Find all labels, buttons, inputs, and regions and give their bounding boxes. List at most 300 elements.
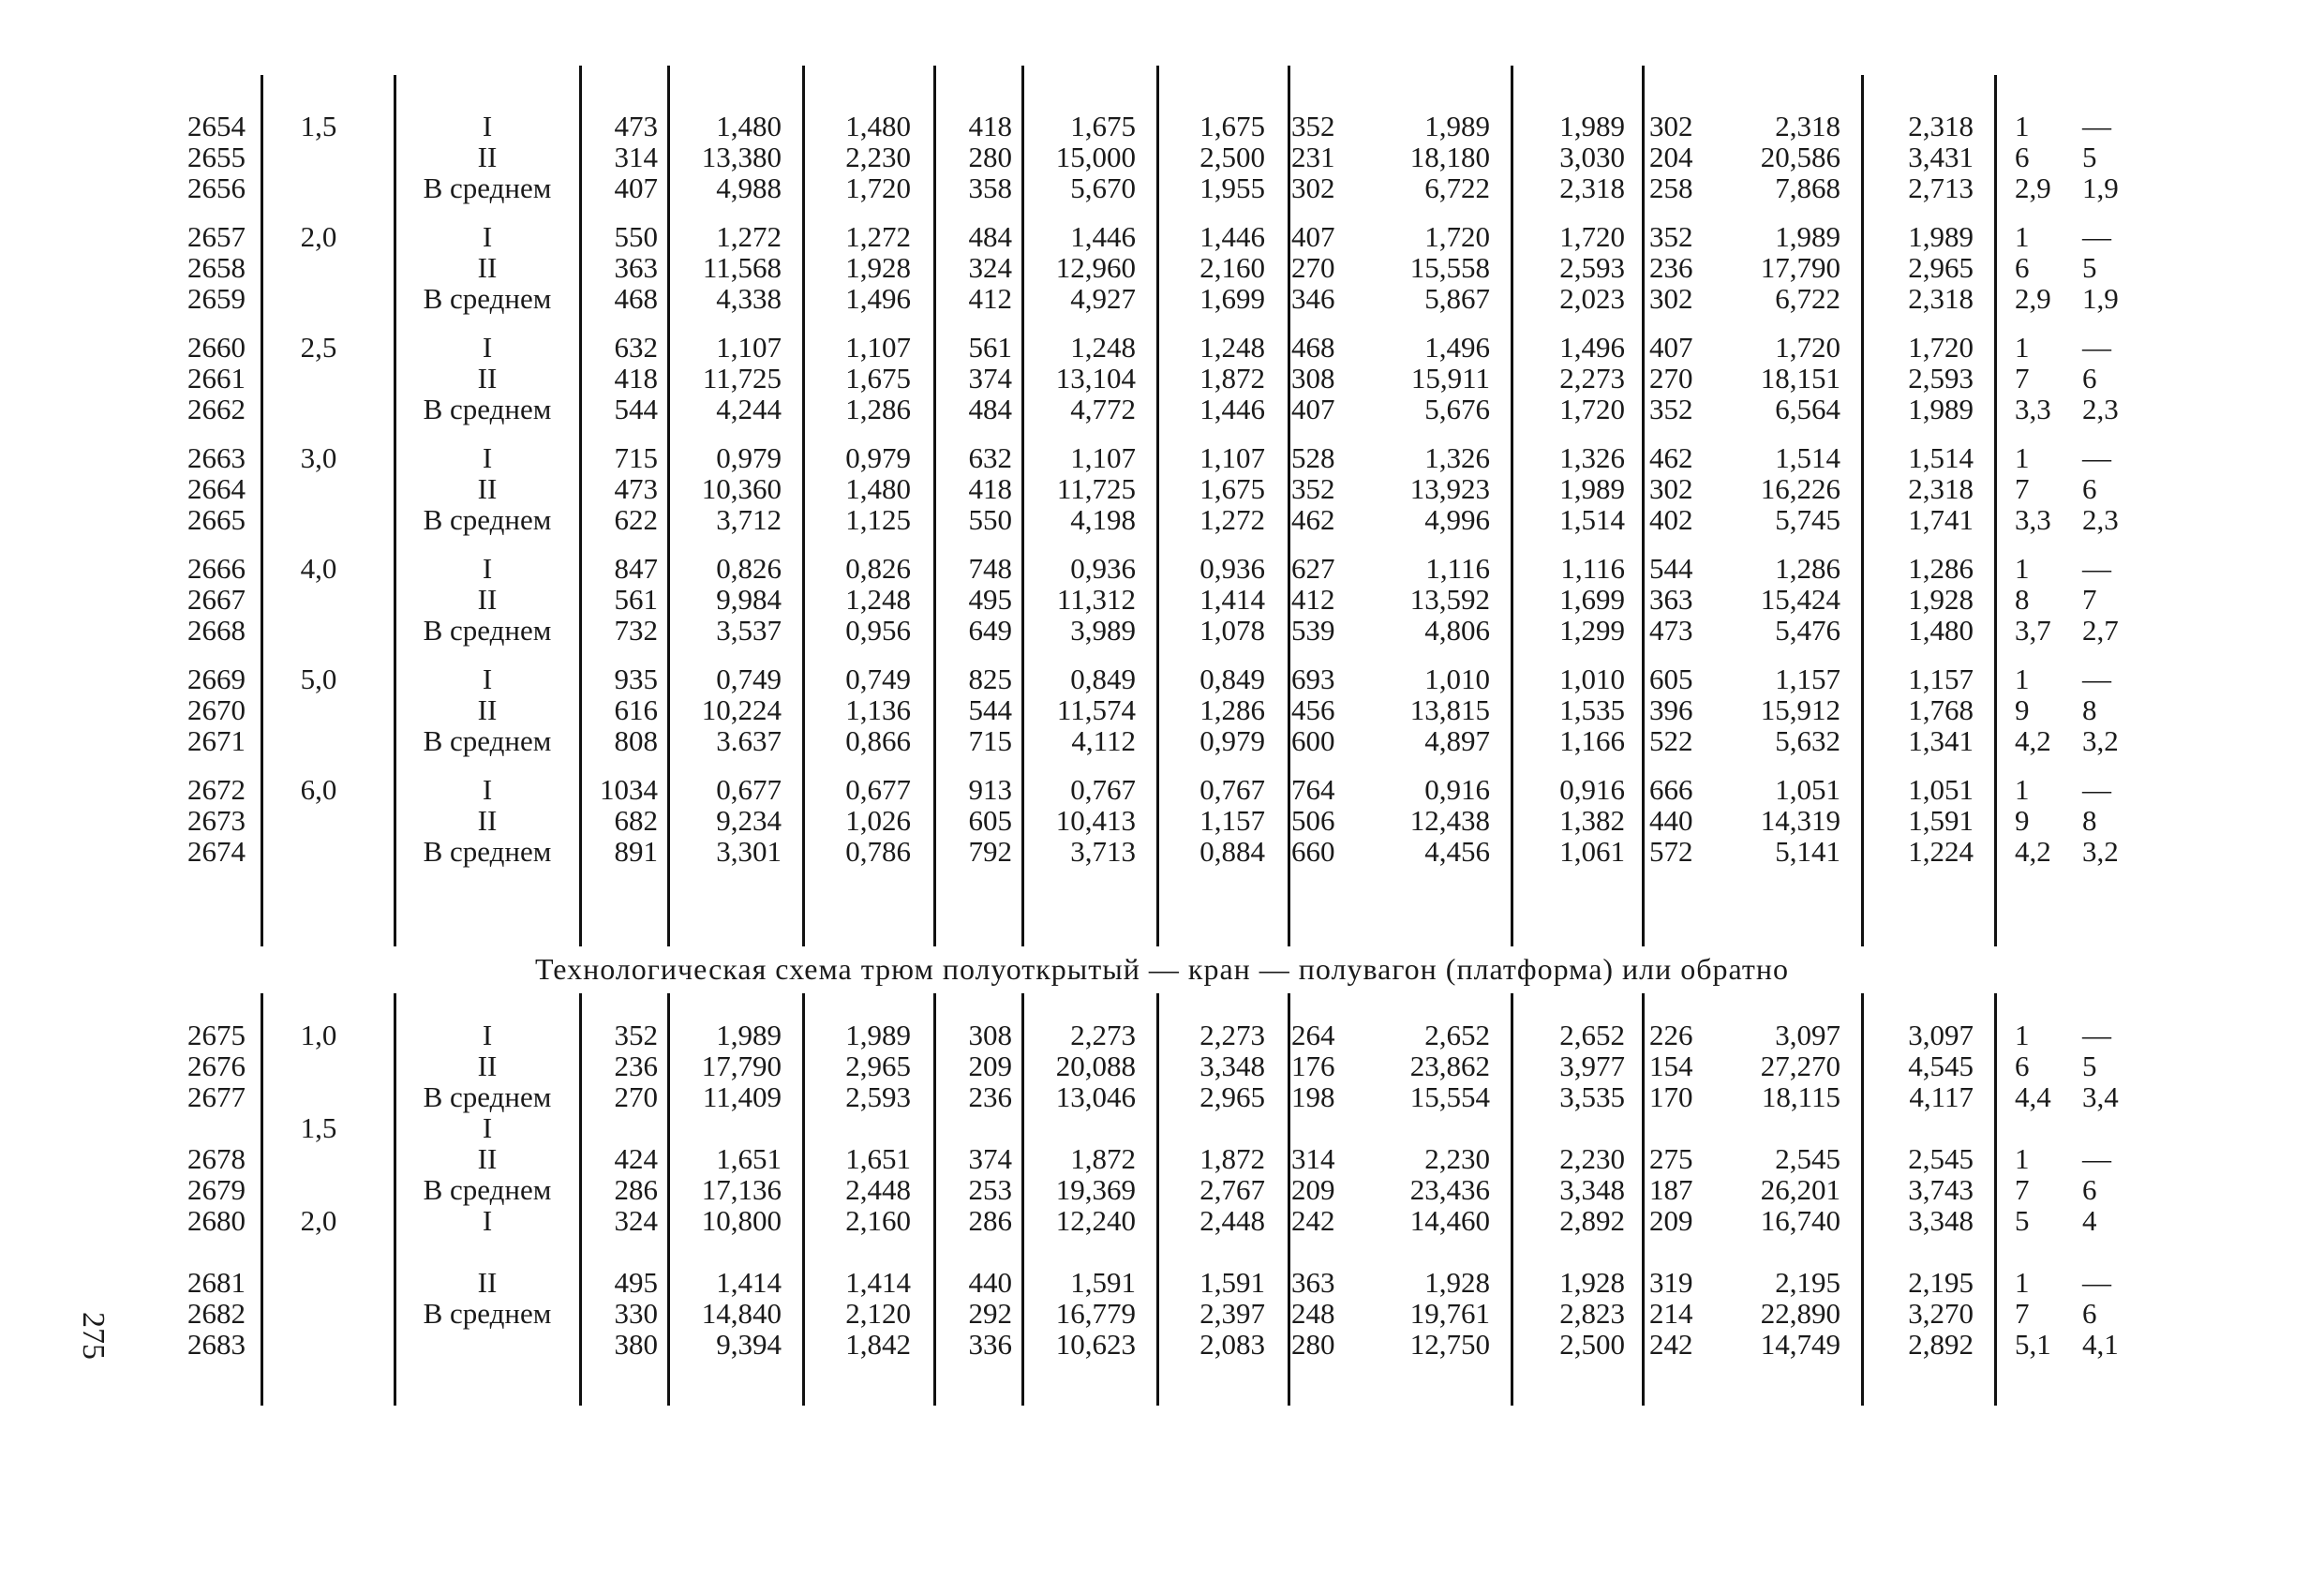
cell-c6: [1160, 442, 1265, 535]
cell-line: 732: [614, 614, 658, 647]
cell-line: 1,675: [1199, 472, 1265, 505]
cell-line: 7: [2015, 362, 2030, 395]
cell-c5: [1025, 442, 1136, 535]
cell-c13: [2015, 442, 2080, 535]
cell-line: 2,397: [1199, 1297, 1265, 1330]
cell-line: 10,800: [701, 1204, 782, 1237]
cell-line: 1,535: [1559, 693, 1625, 726]
cell-line: 0,849: [1199, 663, 1265, 695]
cell-line: 424: [614, 1142, 658, 1175]
cell-line: [671, 1236, 782, 1267]
cell-line: В среднем: [423, 1297, 552, 1330]
cell-line: [281, 1081, 356, 1112]
cell-c5: [1025, 1020, 1136, 1360]
cell-param: [281, 663, 356, 694]
cell-line: 23,436: [1409, 1173, 1490, 1206]
cell-line: [1865, 1236, 1974, 1267]
cell-line: [1514, 1236, 1625, 1267]
cell-line: 550: [968, 503, 1012, 536]
cell-line: 1,768: [1908, 693, 1974, 726]
cell-c4: [937, 111, 1012, 203]
cell-line: 1,741: [1908, 503, 1974, 536]
cell-line: 209: [968, 1050, 1012, 1082]
cell-line: [2015, 1112, 2080, 1143]
cell-c10: [1649, 553, 1702, 646]
cell-c2: [671, 442, 782, 535]
cell-line: 4,2: [2015, 835, 2051, 868]
cell-line: 2,230: [1559, 1142, 1625, 1175]
cell-line: 1,989: [1559, 110, 1625, 142]
cell-line: 3,712: [716, 503, 782, 536]
cell-line: 792: [968, 835, 1012, 868]
cell-c11: [1724, 553, 1840, 646]
cell-line: 9,984: [716, 583, 782, 616]
cell-c2: [671, 332, 782, 424]
cell-line: 19,761: [1409, 1297, 1490, 1330]
cell-line: 7,868: [1775, 171, 1840, 204]
cell-line: 2,500: [1559, 1328, 1625, 1361]
cell-line: 561: [968, 331, 1012, 364]
cell-line: 0,749: [716, 663, 782, 695]
cell-c12: [1865, 332, 1974, 424]
cell-line: 2,500: [1199, 141, 1265, 173]
cell-line: 649: [968, 614, 1012, 647]
cell-line: 1,382: [1559, 804, 1625, 837]
cell-line: I: [482, 1111, 493, 1144]
cell-line: 2,318: [1908, 110, 1974, 142]
cell-line: 1,248: [1199, 331, 1265, 364]
cell-line: 3,2: [2082, 724, 2119, 757]
cell-line: 1,026: [845, 804, 911, 837]
cell-kind: [403, 663, 572, 756]
cell-line: В среднем: [423, 724, 552, 757]
cell-ids: [141, 1020, 246, 1360]
cell-line: 2671: [187, 724, 246, 757]
cell-kind: [403, 442, 572, 535]
cell-line: II: [477, 362, 498, 395]
cell-line: 363: [614, 251, 658, 284]
cell-ids: [141, 221, 246, 314]
cell-line: 280: [968, 141, 1012, 173]
cell-line: 2672: [187, 773, 246, 806]
cell-line: 682: [614, 804, 658, 837]
cell-c1: [583, 1020, 658, 1360]
cell-line: [1291, 1236, 1351, 1267]
cell-line: 9: [2015, 693, 2030, 726]
cell-line: 0,786: [845, 835, 911, 868]
cell-line: 3,743: [1908, 1173, 1974, 1206]
cell-c10: [1649, 774, 1702, 867]
cell-line: II: [477, 472, 498, 505]
cell-line: 1,675: [845, 362, 911, 395]
cell-line: 286: [968, 1204, 1012, 1237]
cell-line: [1025, 1112, 1136, 1143]
cell-line: 407: [614, 171, 658, 204]
cell-line: 2,965: [1199, 1080, 1265, 1113]
cell-line: 2,230: [1424, 1142, 1490, 1175]
cell-line: 16,740: [1760, 1204, 1840, 1237]
cell-line: 627: [1291, 552, 1335, 585]
cell-line: 0,979: [716, 441, 782, 474]
cell-line: 0,749: [845, 663, 911, 695]
cell-line: 16,779: [1055, 1297, 1136, 1330]
cell-line: 473: [614, 472, 658, 505]
cell-line: 666: [1649, 773, 1693, 806]
cell-c3: [806, 332, 911, 424]
cell-line: 5: [2082, 141, 2097, 173]
cell-line: 0,979: [845, 441, 911, 474]
cell-line: 715: [614, 441, 658, 474]
cell-line: 18,151: [1760, 362, 1840, 395]
cell-line: 808: [614, 724, 658, 757]
cell-kind: [403, 111, 572, 203]
cell-line: I: [482, 663, 493, 695]
cell-line: 12,960: [1055, 251, 1136, 284]
cell-line: 1,496: [845, 282, 911, 315]
cell-line: 1,928: [845, 251, 911, 284]
cell-line: 2,892: [1908, 1328, 1974, 1361]
cell-c3: [806, 663, 911, 756]
cell-line: 1034: [600, 773, 658, 806]
cell-line: 0,826: [716, 552, 782, 585]
cell-line: 1,446: [1070, 220, 1136, 253]
cell-line: 8: [2082, 693, 2097, 726]
cell-line: 1,286: [1199, 693, 1265, 726]
cell-line: 847: [614, 552, 658, 585]
cell-line: 3,3: [2015, 393, 2051, 425]
cell-line: 4,772: [1070, 393, 1136, 425]
cell-line: 1,591: [1199, 1266, 1265, 1299]
cell-line: —: [2082, 331, 2111, 364]
cell-line: 214: [1649, 1297, 1693, 1330]
cell-line: [1649, 1112, 1702, 1143]
cell-line: 4,1: [2082, 1328, 2119, 1361]
cell-line: 3,7: [2015, 614, 2051, 647]
cell-line: 10,623: [1055, 1328, 1136, 1361]
cell-c5: [1025, 332, 1136, 424]
cell-line: 412: [1291, 583, 1335, 616]
cell-line: 6,0: [300, 773, 337, 806]
cell-line: 1,248: [1070, 331, 1136, 364]
cell-line: 1,5: [300, 110, 337, 142]
cell-c1: [583, 663, 658, 756]
cell-line: 2,713: [1908, 171, 1974, 204]
cell-line: 0,936: [1199, 552, 1265, 585]
cell-line: 3,977: [1559, 1050, 1625, 1082]
cell-c11: [1724, 1020, 1840, 1360]
cell-line: 3,535: [1559, 1080, 1625, 1113]
cell-line: 1,051: [1775, 773, 1840, 806]
cell-line: 242: [1291, 1204, 1335, 1237]
cell-line: —: [2082, 1019, 2111, 1051]
cell-kind: [403, 1020, 572, 1329]
cell-line: 2661: [187, 362, 246, 395]
cell-line: 12,240: [1055, 1204, 1136, 1237]
cell-line: 528: [1291, 441, 1335, 474]
cell-line: 4,338: [716, 282, 782, 315]
cell-c1: [583, 553, 658, 646]
cell-line: 6: [2015, 1050, 2030, 1082]
cell-line: 2665: [187, 503, 246, 536]
cell-line: 2,9: [2015, 282, 2051, 315]
cell-line: [1291, 1112, 1351, 1143]
cell-line: 440: [1649, 804, 1693, 837]
cell-line: 2,273: [1559, 362, 1625, 395]
cell-line: 1,078: [1199, 614, 1265, 647]
cell-line: 1,446: [1199, 220, 1265, 253]
cell-line: —: [2082, 110, 2111, 142]
cell-line: 2664: [187, 472, 246, 505]
cell-line: 2,318: [1908, 282, 1974, 315]
cell-line: 11,312: [1056, 583, 1136, 616]
cell-line: 484: [968, 393, 1012, 425]
cell-line: 1,480: [1908, 614, 1974, 647]
cell-ids: [141, 111, 246, 203]
cell-line: 11,725: [1056, 472, 1136, 505]
cell-line: 1,496: [1424, 331, 1490, 364]
cell-line: 14,840: [701, 1297, 782, 1330]
cell-line: 16,226: [1760, 472, 1840, 505]
cell-c8: [1368, 1020, 1490, 1360]
cell-line: 15,912: [1760, 693, 1840, 726]
cell-line: 13,104: [1055, 362, 1136, 395]
cell-line: 4,996: [1424, 503, 1490, 536]
cell-line: 2683: [187, 1328, 246, 1361]
cell-c9: [1514, 1020, 1625, 1360]
cell-line: 236: [614, 1050, 658, 1082]
cell-line: I: [482, 1204, 493, 1237]
cell-line: 1,414: [845, 1266, 911, 1299]
cell-line: [1724, 1236, 1840, 1267]
cell-line: II: [477, 141, 498, 173]
cell-line: 4,2: [2015, 724, 2051, 757]
cell-line: 2,0: [300, 1204, 337, 1237]
cell-c6: [1160, 774, 1265, 867]
cell-line: 6: [2015, 251, 2030, 284]
cell-c14: [2082, 1020, 2176, 1360]
cell-line: [937, 1112, 1012, 1143]
cell-line: 3,989: [1070, 614, 1136, 647]
cell-line: 275: [1649, 1142, 1693, 1175]
cell-c13: [2015, 111, 2080, 203]
cell-line: 1,0: [300, 1019, 337, 1051]
cell-line: 1,989: [1424, 110, 1490, 142]
cell-line: 764: [1291, 773, 1335, 806]
cell-c4: [937, 1020, 1012, 1360]
cell-line: 6,722: [1424, 171, 1490, 204]
cell-line: 1,989: [1559, 472, 1625, 505]
cell-line: 2656: [187, 171, 246, 204]
cell-line: 17,790: [701, 1050, 782, 1082]
cell-line: 1,286: [1775, 552, 1840, 585]
section-caption: Технологическая схема трюм полуоткрытый — кран — полувагон (платформа) или обратно: [534, 952, 1790, 986]
cell-line: 5,632: [1775, 724, 1840, 757]
cell-line: 20,586: [1760, 141, 1840, 173]
cell-line: 2,7: [2082, 614, 2119, 647]
cell-line: 2,160: [845, 1204, 911, 1237]
cell-line: 2,545: [1775, 1142, 1840, 1175]
cell-line: 11,725: [702, 362, 782, 395]
cell-line: 324: [968, 251, 1012, 284]
cell-c2: [671, 774, 782, 867]
cell-line: 1,591: [1908, 804, 1974, 837]
cell-line: 632: [968, 441, 1012, 474]
cell-c8: [1368, 111, 1490, 203]
cell-line: 176: [1291, 1050, 1335, 1082]
cell-line: 1,872: [1070, 1142, 1136, 1175]
cell-line: 2,318: [1559, 171, 1625, 204]
cell-line: 572: [1649, 835, 1693, 868]
cell-c7: [1291, 1020, 1351, 1360]
cell-line: [583, 1112, 658, 1143]
cell-line: 5,670: [1070, 171, 1136, 204]
cell-line: 1,414: [1199, 583, 1265, 616]
cell-c7: [1291, 774, 1351, 867]
cell-param: [281, 442, 356, 473]
cell-line: 9,394: [716, 1328, 782, 1361]
cell-line: 5: [2015, 1204, 2030, 1237]
cell-line: 3,4: [2082, 1080, 2119, 1113]
cell-c6: [1160, 332, 1265, 424]
cell-line: 4,927: [1070, 282, 1136, 315]
cell-line: 14,749: [1760, 1328, 1840, 1361]
cell-line: II: [477, 1266, 498, 1299]
cell-c8: [1368, 332, 1490, 424]
cell-line: 616: [614, 693, 658, 726]
cell-c13: [2015, 332, 2080, 424]
cell-line: 407: [1291, 393, 1335, 425]
cell-line: 3,097: [1775, 1019, 1840, 1051]
cell-line: [583, 1236, 658, 1267]
cell-line: 242: [1649, 1328, 1693, 1361]
cell-line: 715: [968, 724, 1012, 757]
cell-line: 2680: [187, 1204, 246, 1237]
cell-line: 2,273: [1070, 1019, 1136, 1051]
cell-line: 2,593: [1559, 251, 1625, 284]
cell-line: 4,244: [716, 393, 782, 425]
page-number: 275: [76, 1312, 111, 1360]
cell-ids: [141, 553, 246, 646]
cell-line: 2,3: [2082, 503, 2119, 536]
cell-line: 605: [968, 804, 1012, 837]
cell-line: 2,195: [1775, 1266, 1840, 1299]
cell-c13: [2015, 553, 2080, 646]
cell-line: 314: [1291, 1142, 1335, 1175]
cell-line: 2,9: [2015, 171, 2051, 204]
cell-c1: [583, 774, 658, 867]
cell-line: 1,157: [1199, 804, 1265, 837]
cell-line: 1,480: [716, 110, 782, 142]
cell-line: 4,988: [716, 171, 782, 204]
cell-line: 2679: [187, 1173, 246, 1206]
cell-c10: [1649, 221, 1702, 314]
cell-line: 1,591: [1070, 1266, 1136, 1299]
cell-line: 1,720: [845, 171, 911, 204]
cell-line: 5,0: [300, 663, 337, 695]
cell-line: 825: [968, 663, 1012, 695]
cell-c4: [937, 774, 1012, 867]
cell-line: 7: [2015, 1173, 2030, 1206]
cell-kind: [403, 553, 572, 646]
cell-line: 402: [1649, 503, 1693, 536]
cell-line: 2676: [187, 1050, 246, 1082]
cell-line: 204: [1649, 141, 1693, 173]
cell-c2: [671, 663, 782, 756]
cell-param: [281, 774, 356, 805]
cell-line: 473: [614, 110, 658, 142]
cell-line: 198: [1291, 1080, 1335, 1113]
cell-line: 0,936: [1070, 552, 1136, 585]
cell-line: 209: [1291, 1173, 1335, 1206]
cell-c12: [1865, 1020, 1974, 1360]
cell-line: 1,928: [1908, 583, 1974, 616]
cell-line: 1,107: [845, 331, 911, 364]
cell-line: 2,965: [845, 1050, 911, 1082]
cell-line: 1,480: [845, 110, 911, 142]
cell-line: 1: [2015, 1142, 2030, 1175]
cell-line: 1,5: [300, 1111, 337, 1144]
cell-line: 1,480: [845, 472, 911, 505]
cell-line: 632: [614, 331, 658, 364]
cell-line: [806, 1236, 911, 1267]
cell-line: I: [482, 331, 493, 364]
cell-c3: [806, 774, 911, 867]
cell-line: 1,989: [1775, 220, 1840, 253]
cell-line: 2657: [187, 220, 246, 253]
cell-line: 1,157: [1908, 663, 1974, 695]
cell-c9: [1514, 553, 1625, 646]
cell-line: 358: [968, 171, 1012, 204]
cell-line: 0,677: [716, 773, 782, 806]
cell-c3: [806, 553, 911, 646]
cell-line: 26,201: [1760, 1173, 1840, 1206]
cell-line: 1,928: [1424, 1266, 1490, 1299]
cell-line: 264: [1291, 1019, 1335, 1051]
cell-line: 308: [968, 1019, 1012, 1051]
cell-param: [281, 553, 356, 584]
cell-line: 8: [2015, 583, 2030, 616]
cell-c11: [1724, 111, 1840, 203]
cell-line: 374: [968, 362, 1012, 395]
cell-line: 2,318: [1908, 472, 1974, 505]
cell-line: 6: [2082, 472, 2097, 505]
cell-c10: [1649, 332, 1702, 424]
cell-line: В среднем: [423, 614, 552, 647]
cell-line: 1,166: [1559, 724, 1625, 757]
cell-line: 19,369: [1055, 1173, 1136, 1206]
cell-line: II: [477, 583, 498, 616]
cell-line: 1,051: [1908, 773, 1974, 806]
cell-line: 352: [1291, 472, 1335, 505]
cell-line: 3,348: [1908, 1204, 1974, 1237]
cell-line: 5,1: [2015, 1328, 2051, 1361]
cell-line: I: [482, 1019, 493, 1051]
cell-line: 935: [614, 663, 658, 695]
cell-line: 1,326: [1424, 441, 1490, 474]
cell-line: 15,424: [1760, 583, 1840, 616]
cell-line: 3,270: [1908, 1297, 1974, 1330]
cell-c1: [583, 442, 658, 535]
cell-c2: [671, 221, 782, 314]
cell-line: 544: [614, 393, 658, 425]
cell-c3: [806, 1020, 911, 1360]
cell-line: 4,117: [1909, 1080, 1974, 1113]
cell-line: 0,884: [1199, 835, 1265, 868]
cell-line: 3,2: [2082, 835, 2119, 868]
cell-line: 1,928: [1559, 1266, 1625, 1299]
cell-line: [281, 1050, 356, 1081]
cell-line: 2,120: [845, 1297, 911, 1330]
